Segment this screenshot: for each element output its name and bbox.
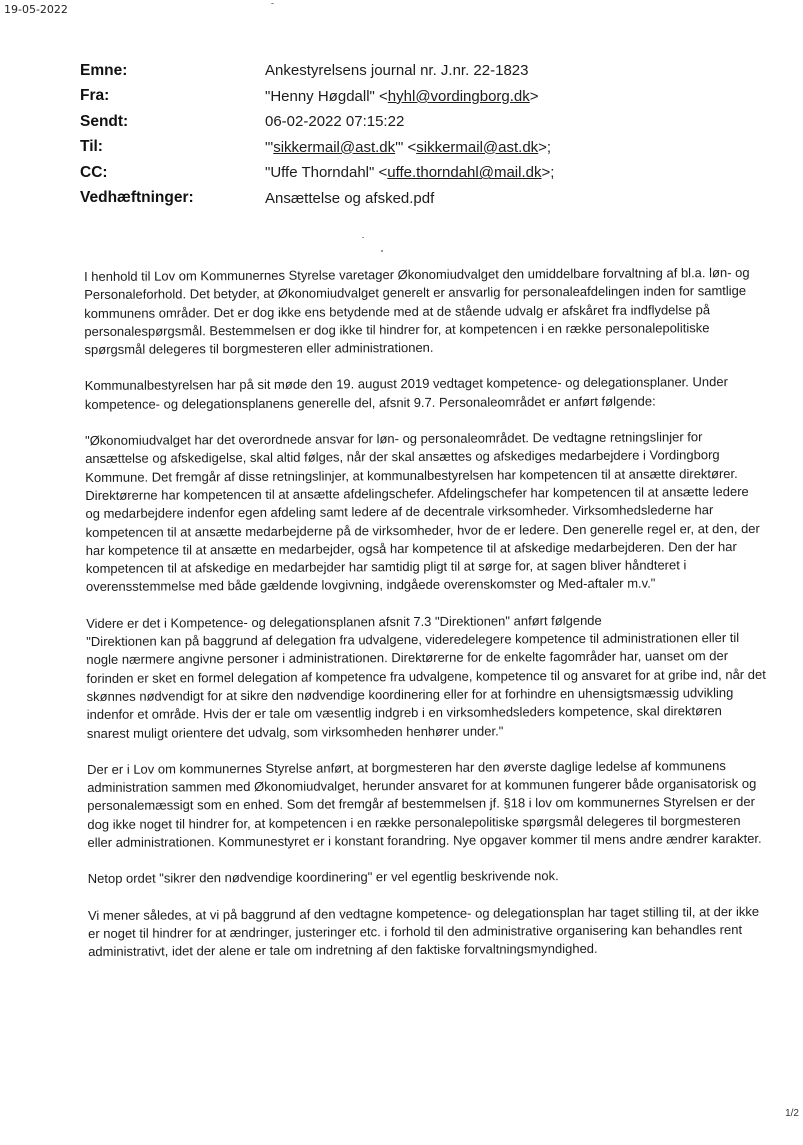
header-row-from: [80, 84, 780, 110]
to-value: [265, 139, 551, 156]
to-label: Til:: [80, 138, 103, 156]
sent-label: Sendt:: [80, 112, 129, 130]
subject-label: Emne:: [80, 61, 128, 79]
from-email-link[interactable]: hyhl@vordingborg.dk: [387, 87, 530, 105]
to-prefix: "': [265, 138, 274, 156]
scan-date-stamp: 19-05-2022: [4, 3, 68, 16]
to-display-email-link[interactable]: sikkermail@ast.dk: [273, 138, 396, 156]
cc-name: "Uffe Thorndahl" <: [265, 164, 388, 182]
header-row-subject: [80, 58, 780, 84]
sent-value: 06-02-2022 07:15:22: [265, 113, 405, 131]
subject-value: Ankestyrelsens journal nr. J.nr. 22-1823: [265, 62, 529, 80]
from-value: [265, 88, 539, 105]
body-paragraph-5: Der er i Lov om kommunernes Styrelse anført, at borgmesteren har den øverste daglige ledelse af kommunens administration sammen med Økonomiudvalget, herunder ansvaret for at kommunen fungerer både organisatorisk og personalemæssigt som en enhed. Som det fremgår af bestemmelsen jf. §18 i lov om kommunernes Styrelsen er der dog ikke noget til hindrer for, at kompetencen i en række personalepolitiske spørgsmål delegeres til borgmesteren eller administrationen. Kommunestyret er i konstant forandring. Nye opgaver kommer til mens andre ændrer karakter.: [87, 757, 762, 851]
body-paragraph-1: I henhold til Lov om Kommunernes Styrelse varetager Økonomiudvalget den umiddelbare forvaltning af bl.a. løn- og Personaleforhold. Det betyder, at Økonomiudvalget generelt er ansvarlig for personaleafdelingen inden for samtlige kommunens områder. Det er dog ikke ens betydende med at de stående udvalg er afskåret fra indflydelse på personalespørgsmål. Bestemmelsen er dog ikke til hindrer for, at kompetencen i en række personalepolitiske spørgsmål delegeres til borgmesteren eller administrationen.: [84, 264, 750, 358]
scan-speck: [362, 237, 364, 238]
from-label: Fra:: [80, 87, 110, 105]
header-row-attachments: [80, 186, 780, 212]
body-paragraph-3-quote: "Økonomiudvalget har det overordnede ansvar for løn- og personaleområdet. De vedtagne retningslinjer for ansættelse og afskedigelse, skal altid følges, når der skal ansættes og afskediges medarbejdere i Vordingborg Kommune. Det fremgår af disse retningslinjer, at kommunalbestyrelsen har kompetencen til at ansætte direktører. Direktørerne har kompetencen til at ansætte afdelingschefer. Afdelingschefer har kompetencen til at ansætte ledere og medarbejdere indenfor egen afdeling samt ledere af de decentrale virksomheder. Virksomhedslederne har kompetencen til at ansætte medarbejderne på de virksomheder, hvor de er ledere. Den generelle regel er, at den, der har kompetence til at ansætte en medarbejder, også har kompetence til at afskedige medarbejderen. Den der har kompetencen til at afskedige en medarbejder har samtidig pligt til at sørge for, at sagen bliver håndteret i overensstemmelse med både gældende lovgivning, indgåede overenskomster og Med-aftaler m.v.": [85, 429, 760, 595]
to-email-link[interactable]: sikkermail@ast.dk: [416, 138, 539, 156]
body-paragraph-4-quote: "Direktionen kan på baggrund af delegation fra udvalgene, videredelegere kompetence til administrationen eller til nogle nærmere angivne personer i administrationen. Direktørerne for de enkelte fagområder har, uanset om der forinden er sket en formel delegation af kompetence fra udvalgene, kompetence til og ansvaret for at gribe ind, når det skønnes nødvendigt for at sikre den nødvendige koordinering eller for at forhindre en uhensigtsmæssig udvikling indenfor et område. Hvis der er tale om væsentlig indgreb i en virksomhedsleders kompetence, skal direktøren snarest muligt orientere det udvalg, som virksomheden henhører under.": [86, 630, 766, 741]
attachment-file-link[interactable]: Ansættelse og afsked.pdf: [265, 189, 435, 207]
body-paragraph-6: Netop ordet "sikrer den nødvendige koordinering" er vel egentlig beskrivende nok.: [87, 868, 559, 887]
to-mid: '" <: [395, 138, 417, 156]
header-row-sent: [80, 109, 780, 135]
body-paragraph-4-intro: Videre er det i Kompetence- og delegationsplanen afsnit 7.3 "Direktionen" anført følgende: [86, 612, 602, 631]
attachments-label: Vedhæftninger:: [80, 189, 194, 207]
page-number: 1/2: [785, 1108, 799, 1119]
to-suffix: >;: [538, 138, 552, 156]
scan-speck: [271, 3, 274, 4]
cc-value: [265, 164, 554, 181]
cc-email-link[interactable]: uffe.thorndahl@mail.dk: [387, 164, 542, 182]
from-suffix: >: [529, 87, 539, 105]
email-header: [80, 58, 780, 211]
header-row-to: [80, 135, 780, 161]
header-row-cc: [80, 160, 780, 186]
body-paragraph-7: Vi mener således, at vi på baggrund af den vedtagne kompetence- og delegationsplan har taget stilling til, at der ikke er noget til hindrer for at ændringer, justeringer etc. i forhold til den administrative organisering kan behandles rent administrativt, idet der alene er tale om indretning af den faktiske forvaltningsmyndighed.: [87, 903, 760, 960]
scan-speck: [381, 250, 383, 252]
cc-label: CC:: [80, 163, 108, 181]
body-paragraph-2: Kommunalbestyrelsen har på sit møde den 19. august 2019 vedtaget kompetence- og delegationsplaner. Under kompetence- og delegationsplanens generelle del, afsnit 9.7. Personaleområdet er anført følgende:: [84, 374, 728, 412]
letter-body: [84, 264, 768, 980]
from-name: "Henny Høgdall" <: [265, 87, 388, 105]
cc-suffix: >;: [541, 164, 555, 182]
